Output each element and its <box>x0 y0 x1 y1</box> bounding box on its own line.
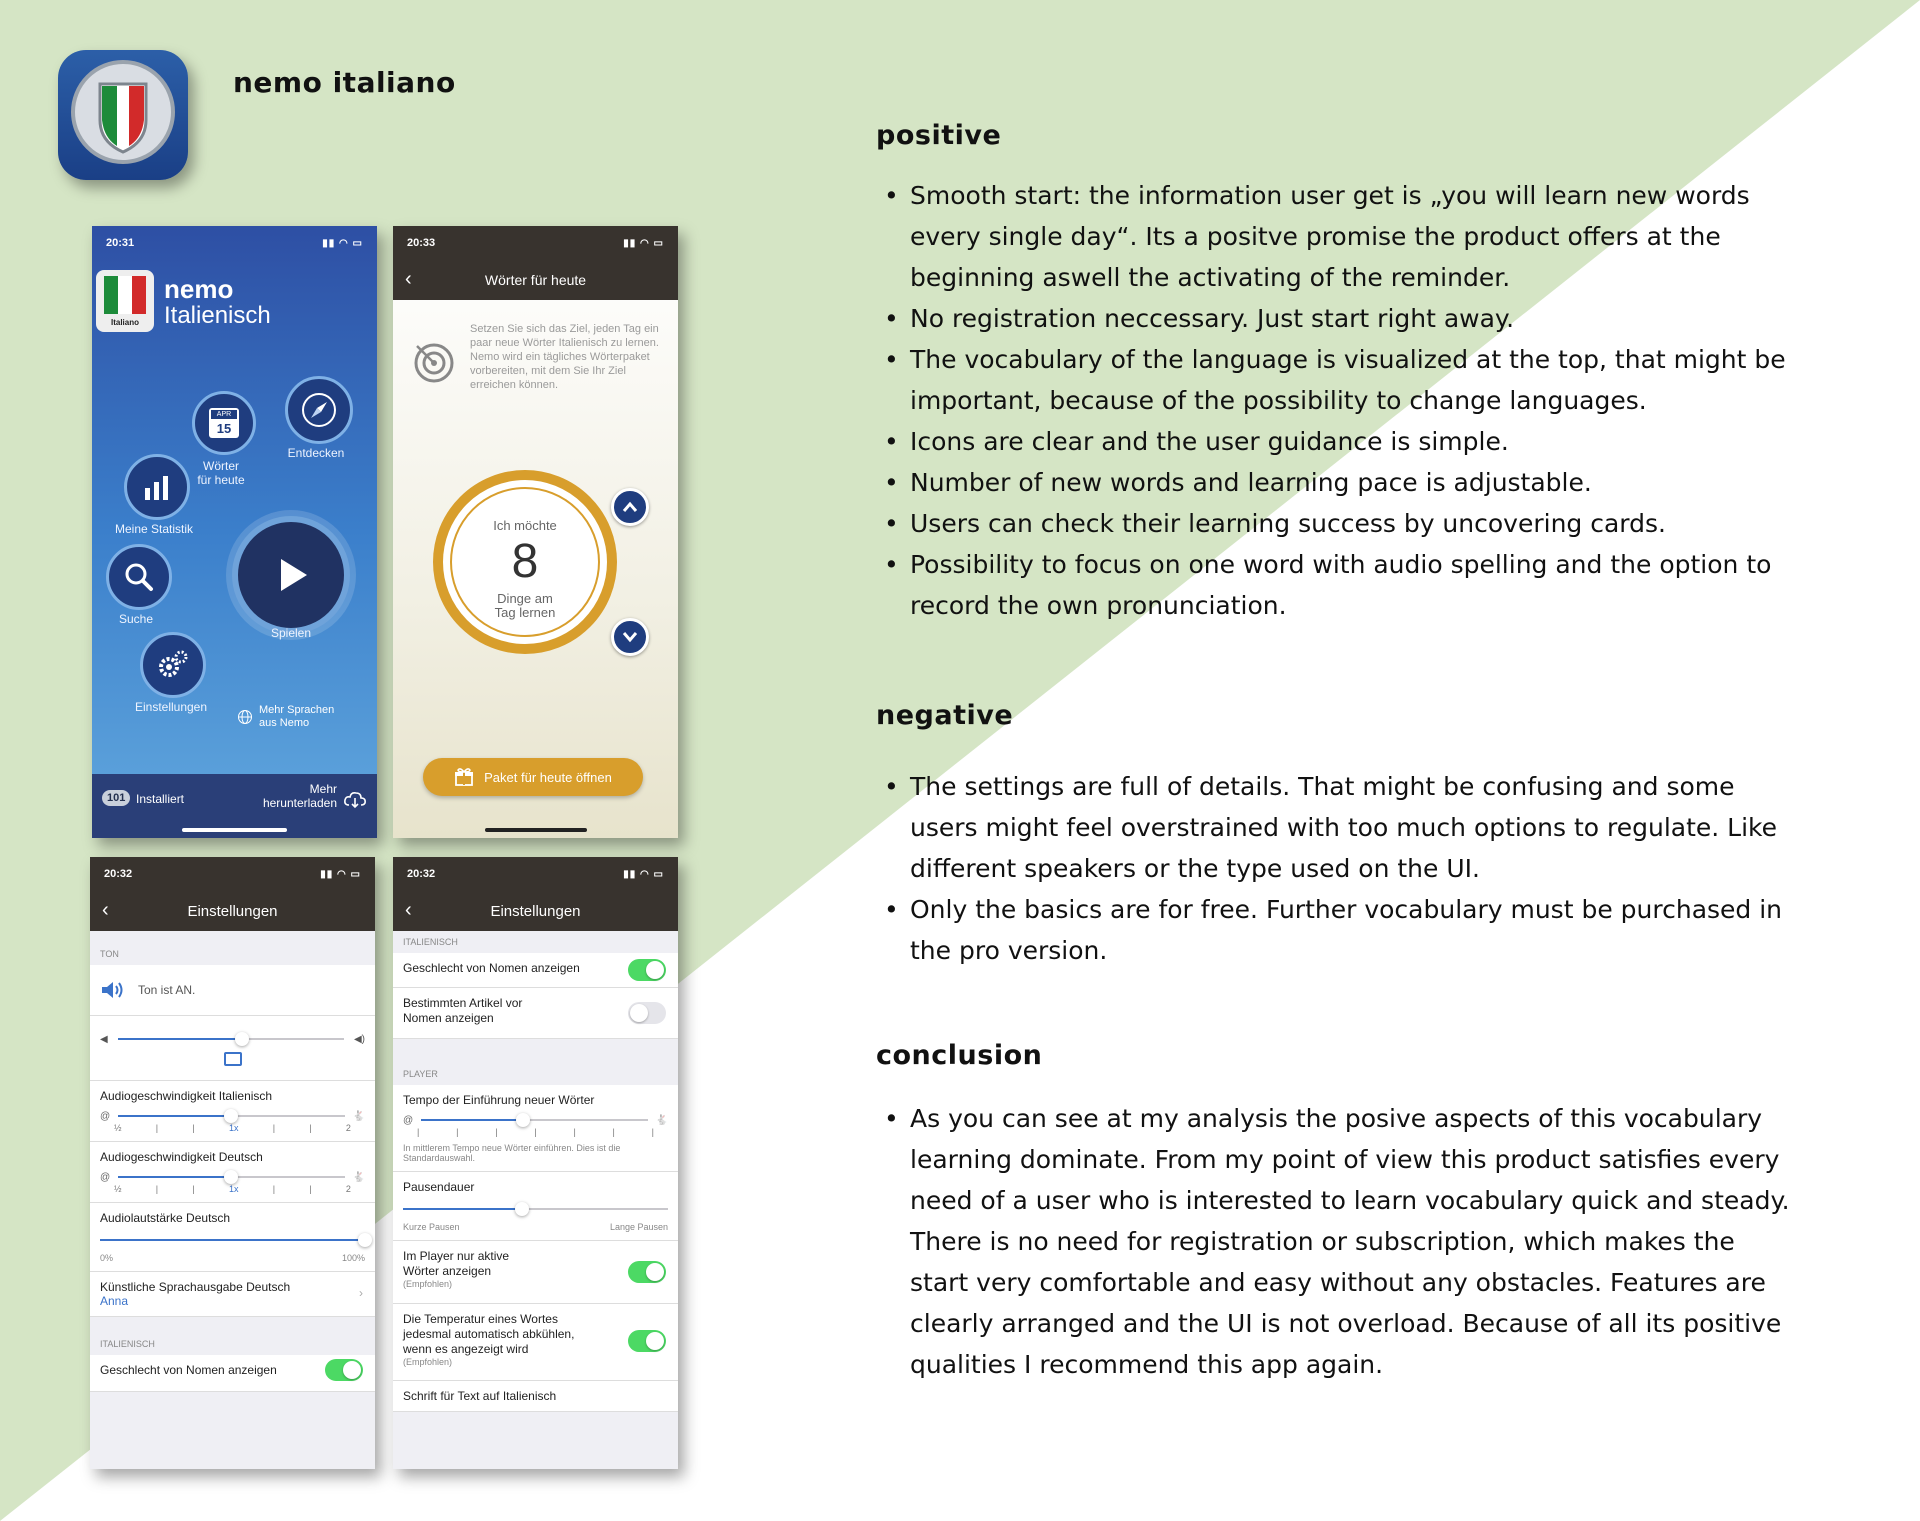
screen-title: Wörter für heute <box>484 272 587 288</box>
chevron-up-icon <box>622 501 638 513</box>
speed-italian-slider[interactable] <box>118 1109 344 1123</box>
pause-max-label: Lange Pausen <box>609 1222 668 1232</box>
installed-count-badge: 101 <box>102 790 130 806</box>
entdecken-button[interactable] <box>285 376 353 444</box>
bullet-item: • The settings are full of details. That might be confusing and some users might feel overstrained with too much options to regulate. Like different speakers or the type used on the UI. <box>880 766 1800 889</box>
increase-button[interactable] <box>611 488 649 526</box>
sound-status: Ton ist AN. <box>138 983 196 997</box>
meine-statistik-label: Meine Statistik <box>114 522 194 536</box>
tts-label: Künstliche Sprachausgabe Deutsch <box>100 1280 291 1294</box>
back-chevron-icon[interactable]: ‹ <box>102 899 109 921</box>
search-icon <box>123 561 155 593</box>
goal-top-label: Ich möchte <box>493 518 557 533</box>
active-words-label: Im Player nur aktive Wörter anzeigen <box>403 1249 510 1278</box>
rabbit-icon: 🐇 <box>352 1171 365 1183</box>
status-time: 20:33 <box>407 237 436 249</box>
einstellungen-button[interactable] <box>140 632 206 698</box>
section-header-player: PLAYER <box>403 1069 438 1079</box>
tempo-label: Tempo der Einführung neuer Wörter <box>403 1093 595 1107</box>
pause-min-label: Kurze Pausen <box>403 1222 460 1232</box>
article-toggle[interactable] <box>628 1002 666 1024</box>
volume-row <box>90 1016 375 1081</box>
gift-icon <box>454 767 474 787</box>
tempo-note: In mittlerem Tempo neue Wörter einführen. Dies ist die Standardauswahl. <box>403 1143 621 1163</box>
positive-heading: positive <box>876 120 1002 151</box>
flag-caption: Italiano <box>110 318 139 327</box>
sound-toggle-row[interactable] <box>90 965 375 1016</box>
calendar-month: APR <box>211 410 237 419</box>
gender-toggle[interactable] <box>628 959 666 981</box>
compass-icon <box>299 390 339 430</box>
volume-german-row <box>90 1203 375 1272</box>
volume-german-slider[interactable] <box>100 1233 365 1247</box>
goal-intro-text: Setzen Sie sich das Ziel, jeden Tag ein paar neue Wörter Italienisch zu lernen. Nemo wird ein tägliches Wörterpaket vorbereiten, mit dem Sie Ihr Ziel erreichen können. <box>470 323 659 391</box>
section-header-ton: TON <box>100 949 119 959</box>
phone-settings-player <box>393 857 678 1469</box>
entdecken-label: Entdecken <box>287 446 345 460</box>
mehr-sprachen-label: Mehr Sprachen aus Nemo <box>259 704 335 729</box>
status-time: 20:32 <box>104 868 133 880</box>
suche-button[interactable] <box>106 544 172 610</box>
home-indicator <box>485 828 587 832</box>
goal-bottom-label: Dinge am Tag lernen <box>494 591 556 620</box>
gender-label: Geschlecht von Nomen anzeigen <box>100 1363 277 1377</box>
language-name: Italienisch <box>164 302 271 329</box>
speaker-on-icon <box>100 979 126 1001</box>
gear-icon <box>155 647 191 683</box>
spielen-label: Spielen <box>270 626 312 640</box>
goal-value: 8 <box>511 535 539 588</box>
play-icon <box>269 553 313 597</box>
status-time: 20:32 <box>407 868 436 880</box>
active-words-row <box>393 1241 678 1304</box>
tempo-ticks: | | | | | | | <box>417 1127 654 1137</box>
nemo-logo <box>96 270 154 332</box>
calendar-icon <box>209 408 239 438</box>
app-icon <box>58 50 188 180</box>
mehr-sprachen-link[interactable] <box>237 704 367 730</box>
installed-label[interactable]: Installiert <box>136 792 185 806</box>
speed-italian-row <box>90 1081 375 1142</box>
active-words-toggle[interactable] <box>628 1261 666 1283</box>
section-header-italienisch: ITALIENISCH <box>100 1339 155 1349</box>
snail-icon: @ <box>100 1110 111 1122</box>
brand-name: nemo <box>164 274 234 304</box>
home-indicator <box>182 828 287 832</box>
chevron-down-icon <box>622 631 638 643</box>
bullet-item: • Icons are clear and the user guidance is simple. <box>880 421 1800 462</box>
bullet-item: • No registration neccessary. Just start right away. <box>880 298 1800 339</box>
gender-row <box>90 1355 375 1392</box>
pause-row <box>393 1172 678 1241</box>
target-icon <box>409 336 459 386</box>
tts-voice-row[interactable] <box>90 1272 375 1317</box>
bullet-item: • Users can check their learning success by uncovering cards. <box>880 503 1800 544</box>
status-icons: ▮▮ ◠ ▭ <box>623 237 664 249</box>
bullet-item: • Possibility to focus on one word with audio spelling and the option to record the own pronunciation. <box>880 544 1800 626</box>
daily-goal-ring <box>433 470 617 654</box>
mehr-herunterladen-label[interactable]: Mehr herunterladen <box>262 782 337 810</box>
speed-german-slider[interactable] <box>118 1170 344 1184</box>
einstellungen-label: Einstellungen <box>134 700 208 714</box>
rabbit-icon: 🐇 <box>352 1110 365 1122</box>
pause-slider[interactable] <box>403 1202 668 1216</box>
article-label: Bestimmten Artikel vor Nomen anzeigen <box>403 996 523 1025</box>
status-bar <box>90 857 375 891</box>
article-row <box>393 988 678 1039</box>
font-row[interactable] <box>393 1381 678 1412</box>
volume-slider[interactable] <box>118 1032 344 1046</box>
gender-label: Geschlecht von Nomen anzeigen <box>403 961 580 975</box>
temperature-note: (Empfohlen) <box>403 1357 453 1367</box>
gender-toggle[interactable] <box>325 1359 363 1381</box>
speaker-low-icon: ◀ <box>100 1033 108 1045</box>
status-time: 20:31 <box>106 237 135 249</box>
home-footer <box>92 774 377 838</box>
decrease-button[interactable] <box>611 618 649 656</box>
status-icons: ▮▮ ◠ ▭ <box>623 868 664 880</box>
volume-max-label: 100% <box>341 1253 365 1263</box>
speed-ticks: ½ | | 1x | | 2 <box>114 1184 351 1194</box>
speaker-high-icon: ◀) <box>353 1033 365 1045</box>
suche-label: Suche <box>118 612 154 626</box>
phone-goal-screen <box>393 226 678 838</box>
tempo-slider[interactable] <box>421 1113 647 1127</box>
bullet-item: • Smooth start: the information user get is „you will learn new words every single day“. Its a positve promise the product offers at the beginning aswell the activating of the reminder. <box>880 175 1800 298</box>
navigation-bar <box>393 891 678 931</box>
pause-label: Pausendauer <box>403 1180 475 1194</box>
font-label: Schrift für Text auf Italienisch <box>403 1389 557 1403</box>
spielen-button[interactable] <box>232 516 350 634</box>
speed-german-row <box>90 1142 375 1203</box>
bar-chart-icon <box>142 474 172 500</box>
status-icons: ▮▮ ◠ ▭ <box>322 237 363 249</box>
conclusion-heading: conclusion <box>876 1040 1043 1071</box>
back-chevron-icon[interactable]: ‹ <box>405 899 412 921</box>
bullet-item: • Only the basics are for free. Further vocabulary must be purchased in the pro version. <box>880 889 1800 971</box>
negative-list <box>880 766 1800 971</box>
snail-icon: @ <box>403 1114 414 1126</box>
open-package-button[interactable] <box>423 758 643 796</box>
screen-title: Einstellungen <box>187 902 278 920</box>
phone-home-screen <box>92 226 377 838</box>
conclusion-list <box>880 1098 1790 1385</box>
meine-statistik-button[interactable] <box>124 454 190 520</box>
globe-icon <box>237 709 253 725</box>
woerter-fuer-heute-label: Wörter für heute <box>197 459 245 487</box>
tts-value: Anna <box>100 1294 129 1308</box>
status-bar <box>393 226 678 260</box>
open-package-label: Paket für heute öffnen <box>484 769 612 785</box>
rabbit-icon: 🐇 <box>655 1114 668 1126</box>
speed-italian-label: Audiogeschwindigkeit Italienisch <box>100 1089 273 1103</box>
italy-flag-shield-icon <box>58 50 188 180</box>
screen-title: Einstellungen <box>490 902 581 920</box>
active-words-note: (Empfohlen) <box>403 1279 453 1289</box>
status-bar <box>92 226 377 260</box>
status-bar <box>393 857 678 891</box>
tempo-row <box>393 1085 678 1172</box>
cloud-download-icon[interactable] <box>343 790 367 810</box>
bullet-item: • Number of new words and learning pace is adjustable. <box>880 462 1800 503</box>
volume-german-label: Audiolautstärke Deutsch <box>100 1211 231 1225</box>
navigation-bar <box>90 891 375 931</box>
app-title: nemo italiano <box>233 66 456 99</box>
airplay-icon[interactable] <box>224 1052 242 1066</box>
status-icons: ▮▮ ◠ ▭ <box>320 868 361 880</box>
snail-icon: @ <box>100 1171 111 1183</box>
bullet-item: • The vocabulary of the language is visualized at the top, that might be important, because of the possibility to change languages. <box>880 339 1800 421</box>
volume-min-label: 0% <box>100 1253 114 1263</box>
section-header-italienisch: ITALIENISCH <box>403 937 458 947</box>
phone-settings-sound <box>90 857 375 1469</box>
bullet-item: • As you can see at my analysis the posive aspects of this vocabulary learning dominate. From my point of view this product satisfies every need of a user who is interested to learn vocabulary quick and steady. There is no need for registration or subscription, which makes the start very comfortable and easy without any obstacles. Features are clearly arranged and the UI is not overload. Because of all its positive qualities I recommend this app again. <box>880 1098 1790 1385</box>
negative-heading: negative <box>876 700 1014 731</box>
calendar-day: 15 <box>216 421 232 436</box>
temperature-toggle[interactable] <box>628 1330 666 1352</box>
positive-list <box>880 175 1800 626</box>
speed-german-label: Audiogeschwindigkeit Deutsch <box>100 1150 263 1164</box>
temperature-row <box>393 1304 678 1381</box>
gender-row <box>393 953 678 988</box>
temperature-label: Die Temperatur eines Wortes jedesmal automatisch abkühlen, wenn es angezeigt wird <box>403 1312 575 1356</box>
flag-icon <box>104 276 146 314</box>
chevron-right-icon: › <box>359 1286 363 1300</box>
navigation-bar <box>393 260 678 300</box>
woerter-fuer-heute-button[interactable] <box>192 391 256 455</box>
back-chevron-icon[interactable]: ‹ <box>405 268 412 290</box>
speed-ticks: ½ | | 1x | | 2 <box>114 1123 351 1133</box>
